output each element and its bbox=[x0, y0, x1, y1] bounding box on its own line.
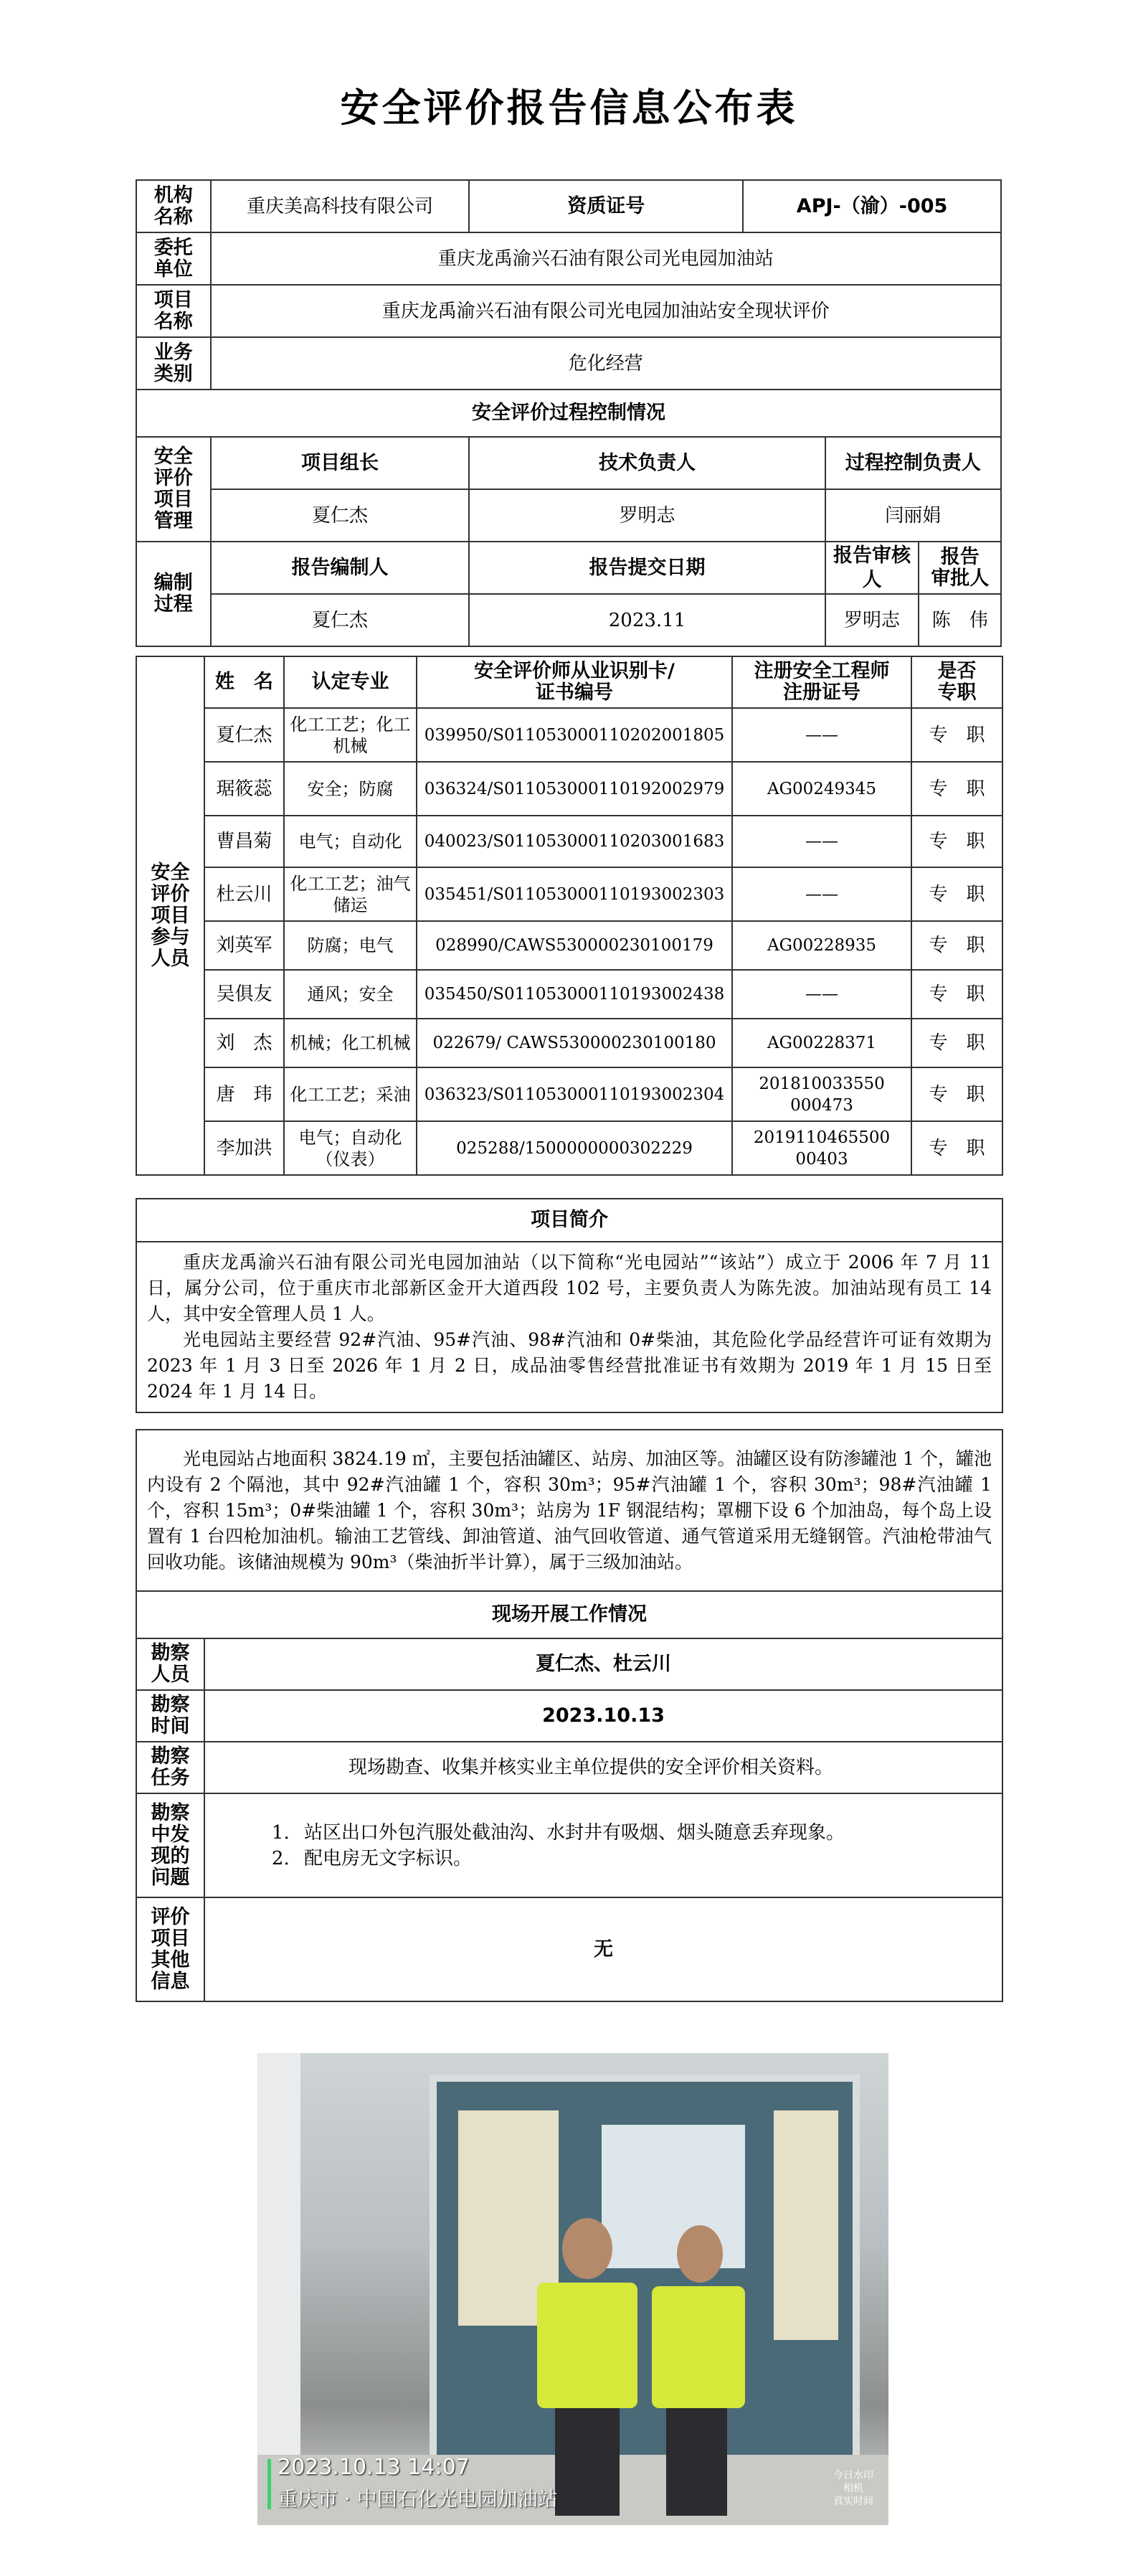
mgmt-value-leader: 夏仁杰 bbox=[211, 489, 470, 542]
site-issue-list bbox=[209, 1820, 997, 1872]
mgmt-value-control: 闫丽娟 bbox=[825, 489, 1001, 542]
site-time-label: 勘察 时间 bbox=[136, 1690, 204, 1742]
staff-row bbox=[136, 1019, 1002, 1067]
staff-cert-id: 025288/1500000000302229 bbox=[417, 1121, 732, 1175]
edit-label: 编制 过程 bbox=[136, 542, 211, 646]
staff-row bbox=[136, 921, 1002, 970]
mgmt-header-leader: 项目组长 bbox=[211, 437, 470, 489]
staff-major: 机械；化工机械 bbox=[284, 1019, 417, 1067]
site-heading: 现场开展工作情况 bbox=[136, 1591, 1002, 1638]
staff-cert-id: 036323/S011053000110193002304 bbox=[417, 1067, 732, 1121]
staff-header-name: 姓 名 bbox=[204, 656, 284, 708]
staff-row bbox=[136, 762, 1002, 816]
staff-reg-number: AG00228371 bbox=[732, 1019, 911, 1067]
cert-number: APJ-（渝）-005 bbox=[743, 180, 1001, 232]
page-title: 安全评价报告信息公布表 bbox=[340, 85, 798, 131]
business-type: 危化经营 bbox=[211, 337, 1001, 390]
site-task-label: 勘察 任务 bbox=[136, 1742, 204, 1793]
staff-name: 琚筱蕊 bbox=[204, 762, 284, 816]
staff-header-major: 认定专业 bbox=[284, 656, 417, 708]
edit-header-reviewer: 报告审核人 bbox=[825, 542, 919, 594]
site-other-value: 无 bbox=[204, 1897, 1002, 2001]
site-photo bbox=[257, 2053, 888, 2525]
site-other-label: 评价 项目 其他 信息 bbox=[136, 1897, 204, 2001]
staff-major: 化工工艺；采油 bbox=[284, 1067, 417, 1121]
staff-major: 化工工艺；油气 储运 bbox=[284, 867, 417, 921]
staff-reg-number: —— bbox=[732, 708, 911, 762]
staff-reg-number: AG00228935 bbox=[732, 921, 911, 970]
org-label: 机构 名称 bbox=[136, 180, 211, 232]
staff-table bbox=[136, 656, 1003, 1176]
photo-timestamp: 2023.10.13 14:07 bbox=[278, 2455, 470, 2480]
staff-major: 电气；自动化 bbox=[284, 816, 417, 867]
site-task-value: 现场勘查、收集并核实业主单位提供的安全评价相关资料。 bbox=[204, 1742, 1002, 1793]
staff-name: 李加洪 bbox=[204, 1121, 284, 1175]
edit-value-reviewer: 罗明志 bbox=[825, 594, 919, 646]
edit-header-approver: 报告 审批人 bbox=[919, 542, 1001, 594]
intro-table bbox=[136, 1198, 1003, 1413]
staff-reg-number: 201810033550 000473 bbox=[732, 1067, 911, 1121]
site-issue-label: 勘察 中发 现的 问题 bbox=[136, 1793, 204, 1897]
mgmt-header-tech: 技术负责人 bbox=[469, 437, 825, 489]
staff-name: 唐 玮 bbox=[204, 1067, 284, 1121]
staff-reg-number: —— bbox=[732, 816, 911, 867]
intro-heading: 项目简介 bbox=[136, 1199, 1002, 1242]
process-heading: 安全评价过程控制情况 bbox=[136, 390, 1001, 437]
site-time-value: 2023.10.13 bbox=[204, 1690, 1002, 1742]
staff-fulltime: 专 职 bbox=[911, 970, 1002, 1019]
intro-paragraph-1: 重庆龙禹渝兴石油有限公司光电园加油站（以下简称“光电园站”“该站”）成立于 2006 年 7 月 11 日，属分公司，位于重庆市北部新区金开大道西段 102 号，主要负责人为陈先波。加油站现有员工 14 人，其中安全管理人员 1 人。 bbox=[147, 1252, 992, 1324]
org-name: 重庆美高科技有限公司 bbox=[211, 180, 470, 232]
staff-row bbox=[136, 816, 1002, 867]
staff-name: 吴俱友 bbox=[204, 970, 284, 1019]
staff-name: 曹昌菊 bbox=[204, 816, 284, 867]
site-issue-cell bbox=[204, 1793, 1002, 1897]
client-name: 重庆龙禹渝兴石油有限公司光电园加油站 bbox=[211, 232, 1001, 285]
staff-reg-number: —— bbox=[732, 970, 911, 1019]
staff-row bbox=[136, 1067, 1002, 1121]
staff-fulltime: 专 职 bbox=[911, 1067, 1002, 1121]
site-issue-1: 1. 站区出口外包汽服处截油沟、水封井有吸烟、烟头随意丢弃现象。 bbox=[295, 1820, 997, 1846]
staff-reg-number: AG00249345 bbox=[732, 762, 911, 816]
staff-row bbox=[136, 1121, 1002, 1175]
staff-cert-id: 022679/ CAWS530000230100180 bbox=[417, 1019, 732, 1067]
cert-label: 资质证号 bbox=[469, 180, 743, 232]
photo-location: 重庆市 · 中国石化光电园加油站 bbox=[278, 2487, 558, 2511]
project-label: 项目 名称 bbox=[136, 285, 211, 337]
site-table bbox=[136, 1429, 1003, 2002]
photo-person-left bbox=[530, 2218, 645, 2519]
watermark-logo: 今日水印 相机 真实时间 bbox=[833, 2470, 873, 2507]
staff-fulltime: 专 职 bbox=[911, 921, 1002, 970]
staff-fulltime: 专 职 bbox=[911, 762, 1002, 816]
project-name: 重庆龙禹渝兴石油有限公司光电园加油站安全现状评价 bbox=[211, 285, 1001, 337]
watermark-bar bbox=[267, 2459, 271, 2509]
mgmt-label: 安全 评价 项目 管理 bbox=[136, 437, 211, 542]
staff-cert-id: 036324/S011053000110192002979 bbox=[417, 762, 732, 816]
staff-name: 夏仁杰 bbox=[204, 708, 284, 762]
intro-paragraph-3: 光电园站占地面积 3824.19 ㎡，主要包括油罐区、站房、加油区等。油罐区设有防渗罐池 1 个，罐池内设有 2 个隔池，其中 92#汽油罐 1 个，容积 30m³；95#汽油罐 1 个，容积 30m³；98#汽油罐 1 个，容积 15m³；0#柴油罐 1 个，容积 30m³；站房为 1F 钢混结构；罩棚下设 6 个加油岛，每个岛上设置有 1 台四枪加油机。输油工艺管线、卸油管道、油气回收管道、通气管道采用无缝钢管。汽油枪带油气回收功能。该储油规模为 90m³（柴油折半计算），属于三级加油站。 bbox=[147, 1448, 992, 1572]
staff-fulltime: 专 职 bbox=[911, 867, 1002, 921]
staff-reg-number: 2019110465500 00403 bbox=[732, 1121, 911, 1175]
intro-paragraph-2: 光电园站主要经营 92#汽油、95#汽油、98#汽油和 0#柴油，其危险化学品经营许可证有效期为 2023 年 1 月 3 日至 2026 年 1 月 2 日，成品油零售经营批准证书有效期为 2019 年 1 月 15 日至 2024 年 1 月 14 日。 bbox=[147, 1329, 992, 1402]
staff-cert-id: 035451/S011053000110193002303 bbox=[417, 867, 732, 921]
mgmt-header-control: 过程控制负责人 bbox=[825, 437, 1001, 489]
staff-header-reg: 注册安全工程师 注册证号 bbox=[732, 656, 911, 708]
site-staff-label: 勘察 人员 bbox=[136, 1638, 204, 1690]
staff-cert-id: 040023/S011053000110203001683 bbox=[417, 816, 732, 867]
staff-fulltime: 专 职 bbox=[911, 816, 1002, 867]
intro-paragraphs bbox=[136, 1242, 1002, 1412]
staff-name: 杜云川 bbox=[204, 867, 284, 921]
edit-header-date: 报告提交日期 bbox=[469, 542, 825, 594]
staff-fulltime: 专 职 bbox=[911, 1019, 1002, 1067]
client-label: 委托 单位 bbox=[136, 232, 211, 285]
staff-row bbox=[136, 708, 1002, 762]
staff-fulltime: 专 职 bbox=[911, 708, 1002, 762]
staff-label: 安全 评价 项目 参与 人员 bbox=[136, 656, 204, 1175]
staff-header-fulltime: 是否 专职 bbox=[911, 656, 1002, 708]
staff-fulltime: 专 职 bbox=[911, 1121, 1002, 1175]
report-info-table bbox=[136, 179, 1002, 647]
edit-value-approver: 陈 伟 bbox=[919, 594, 1001, 646]
staff-cert-id: 039950/S011053000110202001805 bbox=[417, 708, 732, 762]
staff-cert-id: 028990/CAWS530000230100179 bbox=[417, 921, 732, 970]
edit-header-author: 报告编制人 bbox=[211, 542, 470, 594]
staff-major: 安全；防腐 bbox=[284, 762, 417, 816]
edit-value-author: 夏仁杰 bbox=[211, 594, 470, 646]
staff-reg-number: —— bbox=[732, 867, 911, 921]
intro-paragraph-3-cell bbox=[136, 1430, 1002, 1591]
staff-header-id: 安全评价师从业识别卡/ 证书编号 bbox=[417, 656, 732, 708]
staff-major: 防腐；电气 bbox=[284, 921, 417, 970]
photo-person-right bbox=[645, 2225, 752, 2519]
staff-row bbox=[136, 970, 1002, 1019]
staff-major: 通风；安全 bbox=[284, 970, 417, 1019]
staff-row bbox=[136, 867, 1002, 921]
staff-cert-id: 035450/S011053000110193002438 bbox=[417, 970, 732, 1019]
site-issue-2: 2. 配电房无文字标识。 bbox=[295, 1846, 997, 1872]
business-label: 业务 类别 bbox=[136, 337, 211, 390]
edit-value-date: 2023.11 bbox=[469, 594, 825, 646]
mgmt-value-tech: 罗明志 bbox=[469, 489, 825, 542]
staff-major: 电气；自动化 （仪表） bbox=[284, 1121, 417, 1175]
staff-name: 刘 杰 bbox=[204, 1019, 284, 1067]
staff-major: 化工工艺；化工 机械 bbox=[284, 708, 417, 762]
site-staff-value: 夏仁杰、杜云川 bbox=[204, 1638, 1002, 1690]
staff-name: 刘英军 bbox=[204, 921, 284, 970]
